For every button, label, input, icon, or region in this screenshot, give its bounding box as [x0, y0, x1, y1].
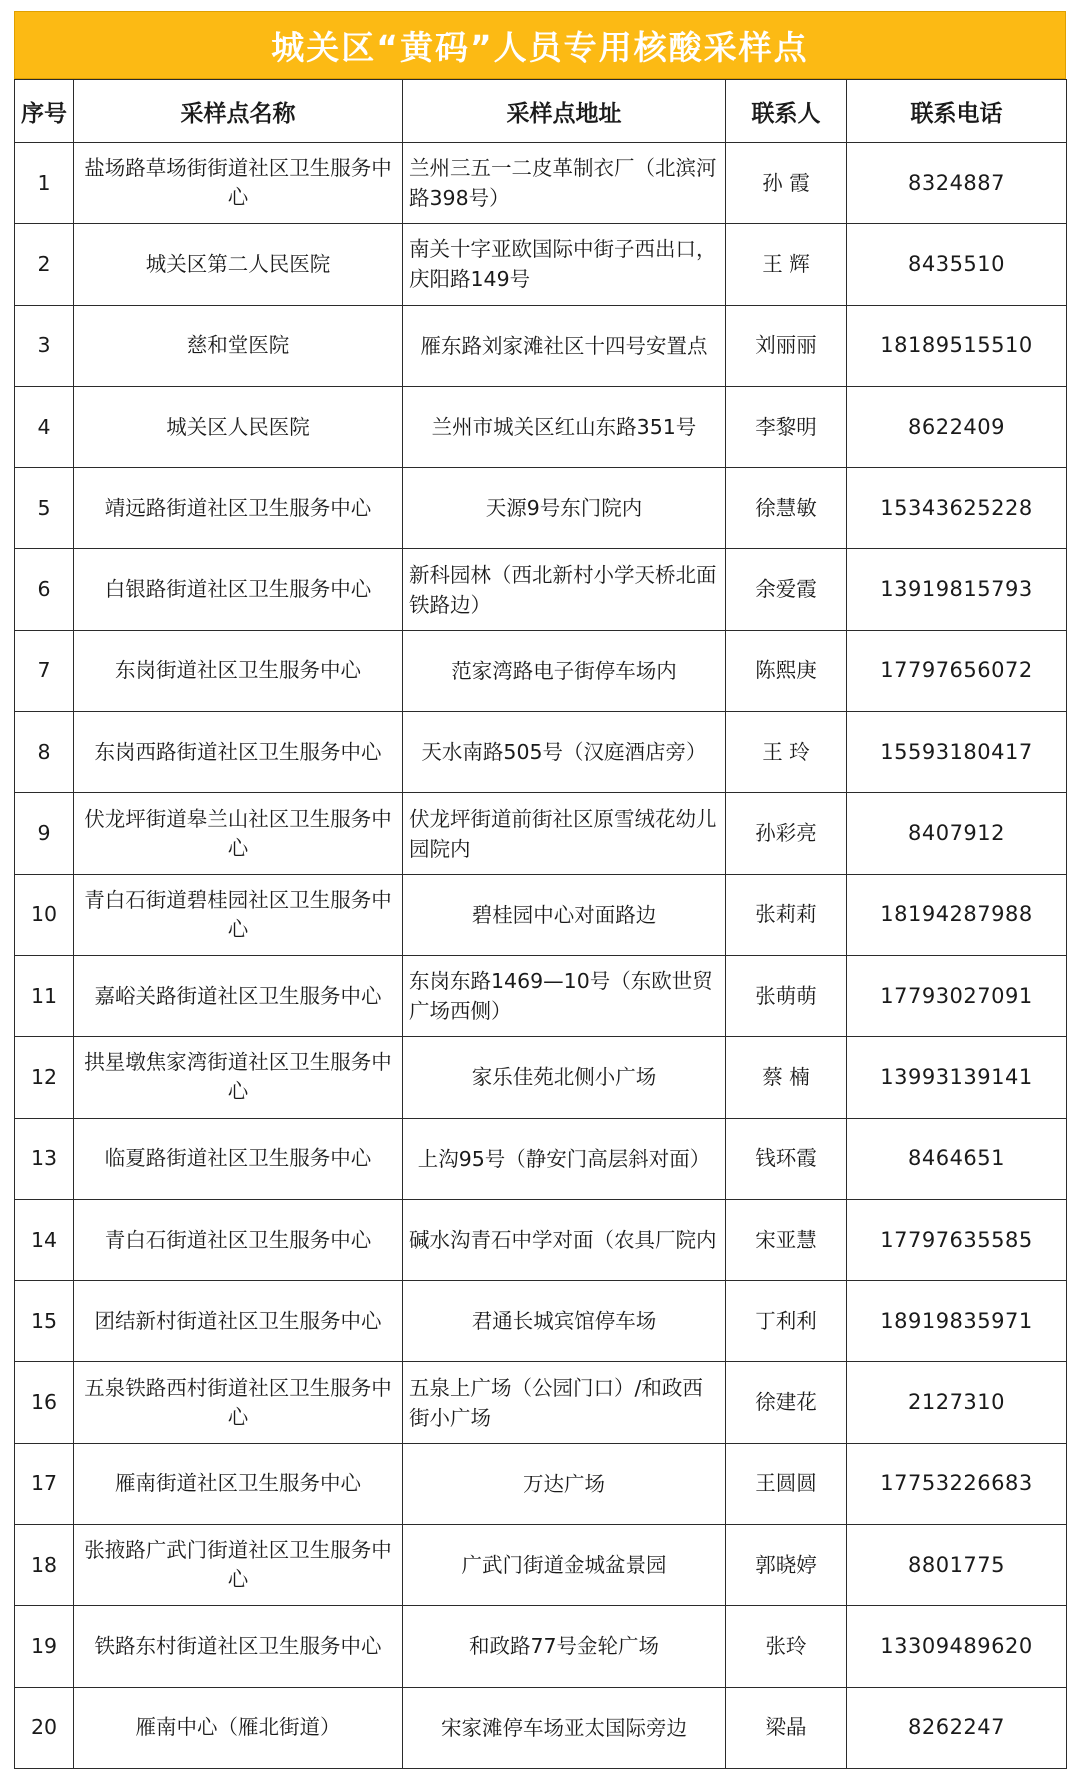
table-row [15, 143, 1067, 224]
cell-phone: 8262247 [847, 1687, 1067, 1768]
cell-contact: 张萌萌 [726, 955, 847, 1036]
cell-address: 东岗东路1469—10号（东欧世贸广场西侧） [403, 955, 726, 1036]
table-row [15, 1281, 1067, 1362]
cell-phone: 13919815793 [847, 549, 1067, 630]
cell-address: 家乐佳苑北侧小广场 [403, 1037, 726, 1118]
cell-address: 和政路77号金轮广场 [403, 1606, 726, 1687]
cell-address: 伏龙坪街道前街社区原雪绒花幼儿园院内 [403, 793, 726, 874]
cell-no: 7 [15, 630, 74, 711]
table-row [15, 712, 1067, 793]
table-row [15, 1443, 1067, 1524]
cell-no: 5 [15, 468, 74, 549]
cell-name: 张掖路广武门街道社区卫生服务中心 [74, 1525, 403, 1606]
cell-phone: 2127310 [847, 1362, 1067, 1443]
cell-address: 碱水沟青石中学对面（农具厂院内 [403, 1199, 726, 1280]
table-row [15, 305, 1067, 386]
cell-phone: 8324887 [847, 143, 1067, 224]
cell-name: 五泉铁路西村街道社区卫生服务中心 [74, 1362, 403, 1443]
cell-no: 18 [15, 1525, 74, 1606]
table-row [15, 386, 1067, 467]
cell-name: 东岗西路街道社区卫生服务中心 [74, 712, 403, 793]
cell-no: 13 [15, 1118, 74, 1199]
cell-contact: 丁利利 [726, 1281, 847, 1362]
cell-phone: 8435510 [847, 224, 1067, 305]
cell-contact: 王圆圆 [726, 1443, 847, 1524]
cell-name: 慈和堂医院 [74, 305, 403, 386]
cell-phone: 8801775 [847, 1525, 1067, 1606]
cell-contact: 李黎明 [726, 386, 847, 467]
cell-address: 天源9号东门院内 [403, 468, 726, 549]
cell-contact: 蔡 楠 [726, 1037, 847, 1118]
cell-name: 青白石街道社区卫生服务中心 [74, 1199, 403, 1280]
cell-contact: 钱环霞 [726, 1118, 847, 1199]
cell-phone: 13309489620 [847, 1606, 1067, 1687]
cell-name: 东岗街道社区卫生服务中心 [74, 630, 403, 711]
table-row [15, 1525, 1067, 1606]
cell-address: 范家湾路电子街停车场内 [403, 630, 726, 711]
cell-no: 10 [15, 874, 74, 955]
cell-name: 团结新村街道社区卫生服务中心 [74, 1281, 403, 1362]
cell-contact: 宋亚慧 [726, 1199, 847, 1280]
page-title: 城关区“黄码”人员专用核酸采样点 [14, 11, 1066, 79]
cell-no: 9 [15, 793, 74, 874]
cell-no: 16 [15, 1362, 74, 1443]
cell-contact: 王 辉 [726, 224, 847, 305]
cell-no: 8 [15, 712, 74, 793]
table-row [15, 1606, 1067, 1687]
cell-phone: 18919835971 [847, 1281, 1067, 1362]
header-no: 序号 [15, 80, 74, 143]
cell-phone: 8407912 [847, 793, 1067, 874]
cell-name: 白银路街道社区卫生服务中心 [74, 549, 403, 630]
cell-address: 兰州三五一二皮革制衣厂（北滨河路398号） [403, 143, 726, 224]
cell-name: 雁南街道社区卫生服务中心 [74, 1443, 403, 1524]
cell-name: 雁南中心（雁北街道） [74, 1687, 403, 1768]
table-row [15, 1687, 1067, 1768]
cell-address: 宋家滩停车场亚太国际旁边 [403, 1687, 726, 1768]
header-address: 采样点地址 [403, 80, 726, 143]
cell-address: 天水南路505号（汉庭酒店旁） [403, 712, 726, 793]
cell-phone: 15593180417 [847, 712, 1067, 793]
cell-phone: 15343625228 [847, 468, 1067, 549]
cell-contact: 王 玲 [726, 712, 847, 793]
cell-phone: 17793027091 [847, 955, 1067, 1036]
cell-contact: 陈熙庚 [726, 630, 847, 711]
header-contact: 联系人 [726, 80, 847, 143]
cell-contact: 徐建花 [726, 1362, 847, 1443]
table-row [15, 1118, 1067, 1199]
cell-no: 6 [15, 549, 74, 630]
cell-contact: 梁晶 [726, 1687, 847, 1768]
cell-no: 12 [15, 1037, 74, 1118]
cell-no: 4 [15, 386, 74, 467]
table-row [15, 630, 1067, 711]
cell-no: 15 [15, 1281, 74, 1362]
header-phone: 联系电话 [847, 80, 1067, 143]
cell-no: 1 [15, 143, 74, 224]
cell-address: 兰州市城关区红山东路351号 [403, 386, 726, 467]
cell-name: 拱星墩焦家湾街道社区卫生服务中心 [74, 1037, 403, 1118]
cell-name: 伏龙坪街道皋兰山社区卫生服务中心 [74, 793, 403, 874]
cell-address: 南关十字亚欧国际中街子西出口，庆阳路149号 [403, 224, 726, 305]
table-row [15, 468, 1067, 549]
cell-no: 19 [15, 1606, 74, 1687]
cell-no: 17 [15, 1443, 74, 1524]
table-row [15, 793, 1067, 874]
cell-address: 广武门街道金城盆景园 [403, 1525, 726, 1606]
cell-phone: 17797656072 [847, 630, 1067, 711]
cell-contact: 刘丽丽 [726, 305, 847, 386]
table-row [15, 1037, 1067, 1118]
cell-address: 新科园林（西北新村小学天桥北面铁路边） [403, 549, 726, 630]
cell-phone: 13993139141 [847, 1037, 1067, 1118]
table-row [15, 874, 1067, 955]
cell-name: 嘉峪关路街道社区卫生服务中心 [74, 955, 403, 1036]
cell-address: 君通长城宾馆停车场 [403, 1281, 726, 1362]
cell-phone: 8622409 [847, 386, 1067, 467]
cell-no: 11 [15, 955, 74, 1036]
cell-contact: 张玲 [726, 1606, 847, 1687]
cell-contact: 张莉莉 [726, 874, 847, 955]
cell-name: 靖远路街道社区卫生服务中心 [74, 468, 403, 549]
cell-phone: 17797635585 [847, 1199, 1067, 1280]
cell-name: 盐场路草场街街道社区卫生服务中心 [74, 143, 403, 224]
cell-name: 铁路东村街道社区卫生服务中心 [74, 1606, 403, 1687]
cell-phone: 17753226683 [847, 1443, 1067, 1524]
cell-address: 五泉上广场（公园门口）/和政西街小广场 [403, 1362, 726, 1443]
cell-contact: 余爱霞 [726, 549, 847, 630]
cell-no: 14 [15, 1199, 74, 1280]
cell-no: 20 [15, 1687, 74, 1768]
cell-contact: 郭晓婷 [726, 1525, 847, 1606]
table-row [15, 1362, 1067, 1443]
header-name: 采样点名称 [74, 80, 403, 143]
cell-no: 2 [15, 224, 74, 305]
cell-name: 青白石街道碧桂园社区卫生服务中心 [74, 874, 403, 955]
cell-contact: 徐慧敏 [726, 468, 847, 549]
cell-phone: 18189515510 [847, 305, 1067, 386]
cell-name: 临夏路街道社区卫生服务中心 [74, 1118, 403, 1199]
cell-name: 城关区人民医院 [74, 386, 403, 467]
cell-phone: 8464651 [847, 1118, 1067, 1199]
cell-phone: 18194287988 [847, 874, 1067, 955]
cell-address: 雁东路刘家滩社区十四号安置点 [403, 305, 726, 386]
cell-address: 碧桂园中心对面路边 [403, 874, 726, 955]
cell-contact: 孙 霞 [726, 143, 847, 224]
table-row [15, 224, 1067, 305]
cell-name: 城关区第二人民医院 [74, 224, 403, 305]
table-row [15, 549, 1067, 630]
cell-no: 3 [15, 305, 74, 386]
cell-address: 万达广场 [403, 1443, 726, 1524]
table-header-row [15, 80, 1067, 143]
cell-address: 上沟95号（静安门高层斜对面） [403, 1118, 726, 1199]
table-row [15, 955, 1067, 1036]
document [14, 11, 1066, 1769]
table-row [15, 1199, 1067, 1280]
cell-contact: 孙彩亮 [726, 793, 847, 874]
sampling-sites-table [14, 79, 1067, 1769]
